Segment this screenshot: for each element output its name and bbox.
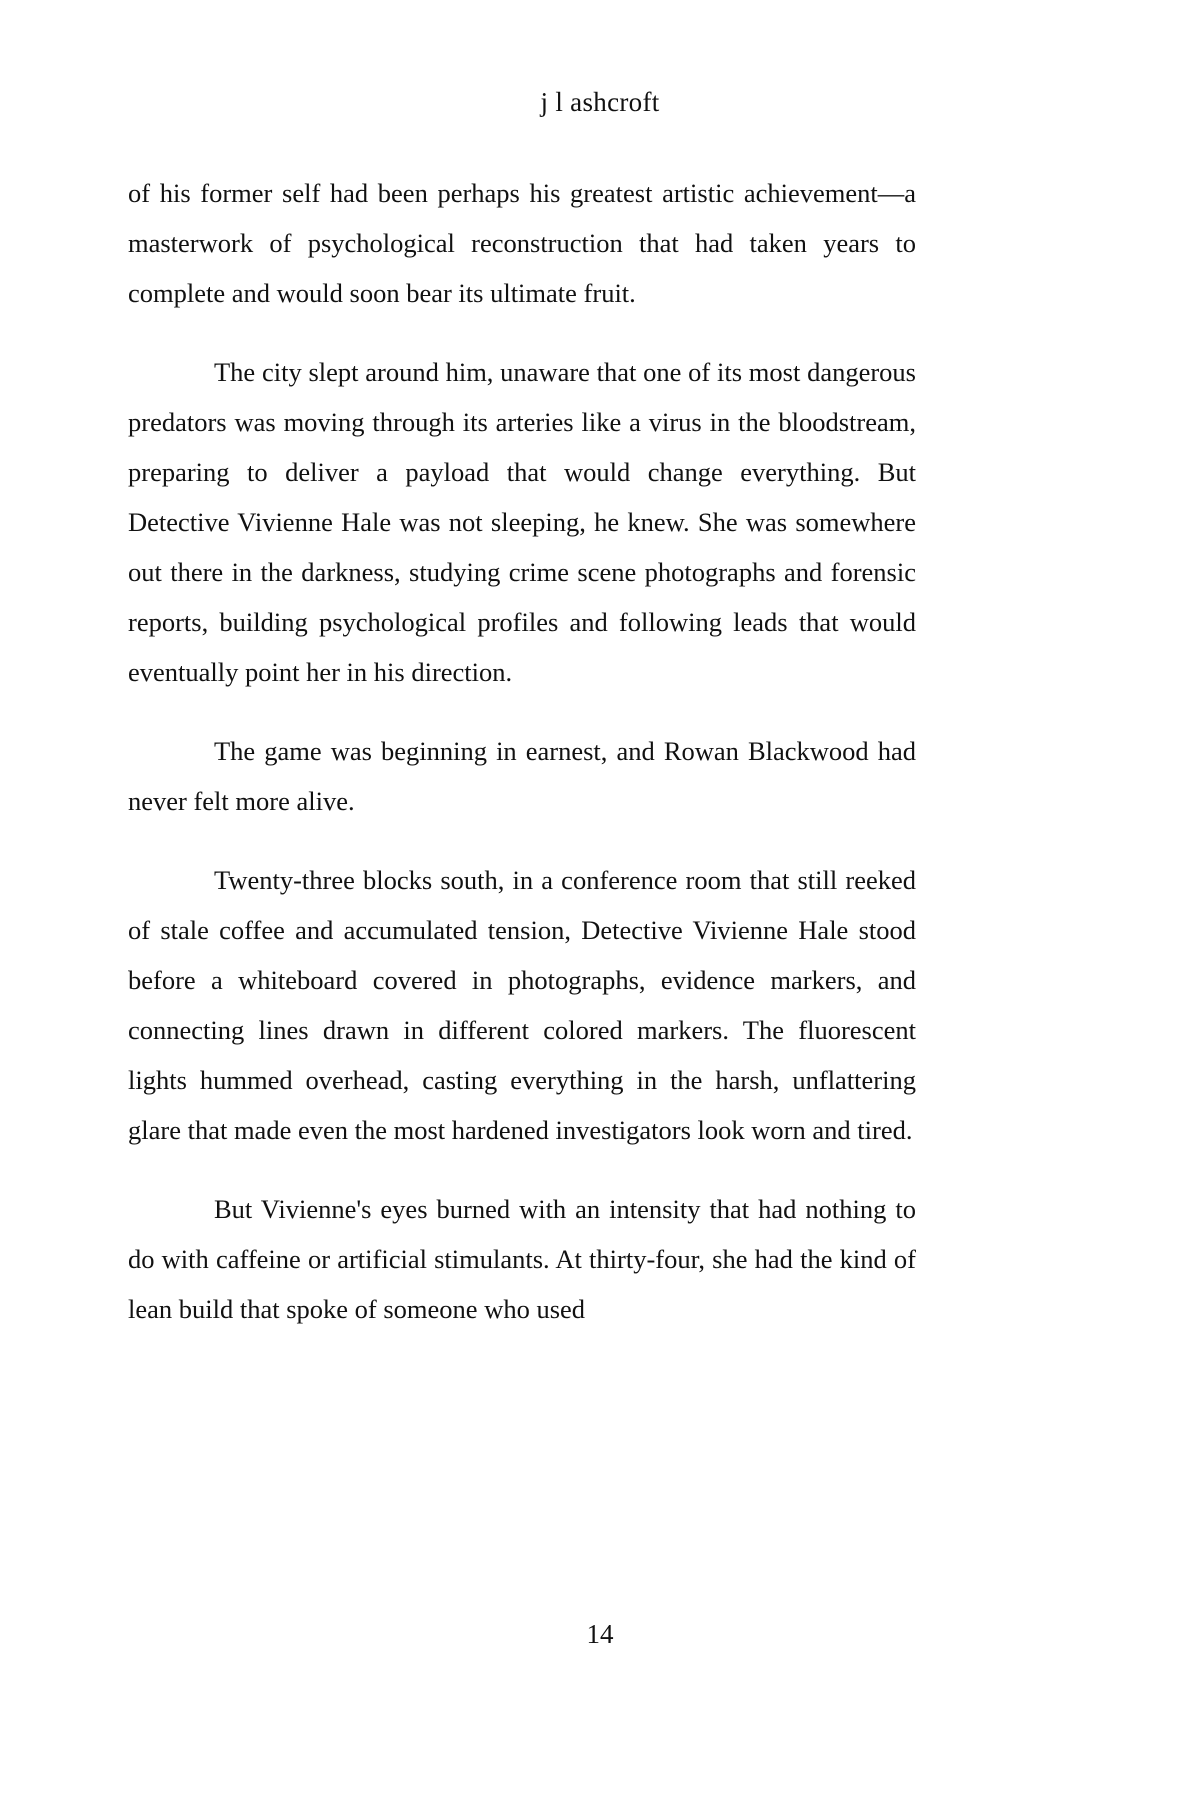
paragraph: The game was beginning in earnest, and Rowan Blackwood had never felt more alive. (128, 736, 916, 816)
page-body (128, 168, 916, 1334)
paragraph: But Vivienne's eyes burned with an intensity that had nothing to do with caffeine or artificial stimulants. At thirty-four, she had the kind of lean build that spoke of someone who used (128, 1194, 916, 1324)
paragraph: of his former self had been perhaps his greatest artistic achievement—a masterwork of psychological reconstruction that had taken years to complete and would soon bear its ultimate fruit. (128, 178, 916, 308)
page-number: 14 (586, 1619, 614, 1649)
running-header: j l ashcroft (540, 87, 660, 117)
paragraph: The city slept around him, unaware that one of its most dangerous predators was moving through its arteries like a virus in the bloodstream, preparing to deliver a payload that would change everything. But Detective Vivienne Hale was not sleeping, he knew. She was somewhere out there in the darkness, studying crime scene photographs and forensic reports, building psychological profiles and following leads that would eventually point her in his direction. (128, 357, 916, 687)
paragraph: Twenty-three blocks south, in a conference room that still reeked of stale coffee and accumulated tension, Detective Vivienne Hale stood before a whiteboard covered in photographs, evidence markers, and connecting lines drawn in different colored markers. The fluorescent lights hummed overhead, casting everything in the harsh, unflattering glare that made even the most hardened investigators look worn and tired. (128, 865, 916, 1145)
